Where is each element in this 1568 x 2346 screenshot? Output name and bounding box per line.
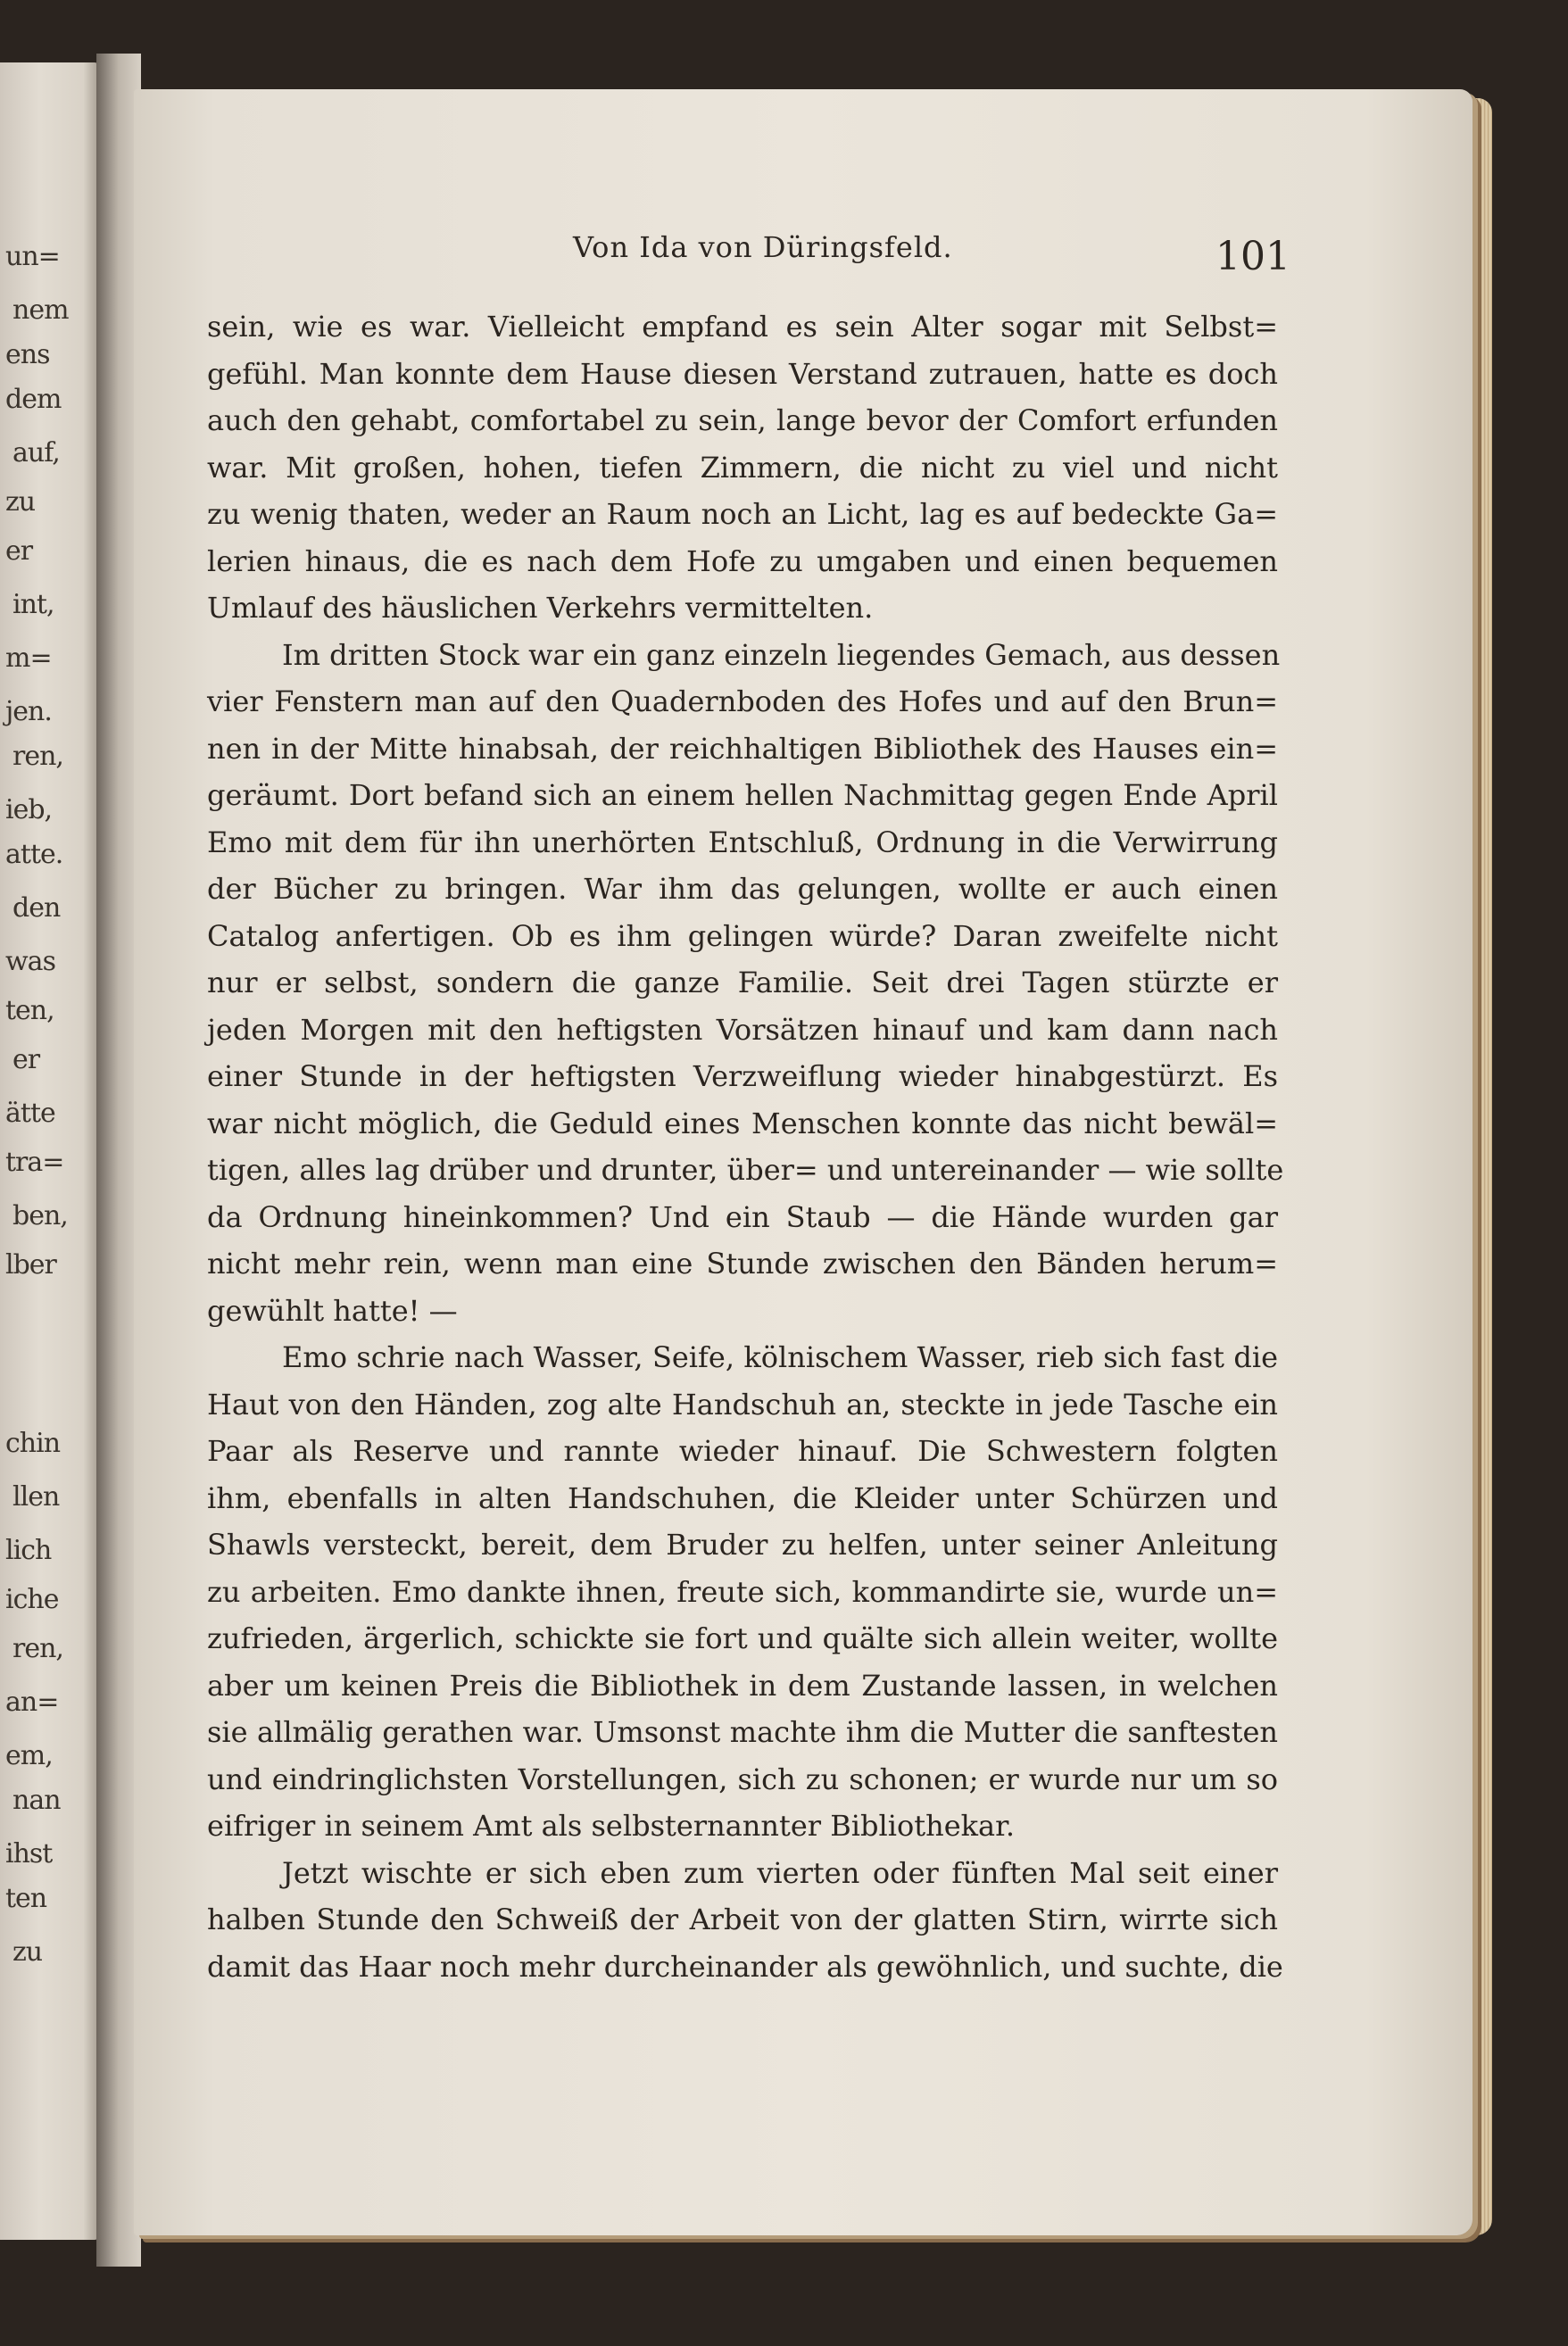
text-line: da Ordnung hineinkommen? Und ein Staub — die Hände wurden gar <box>207 1199 1278 1234</box>
text-line: auch den gehabt, comfortabel zu sein, lange bevor der Comfort erfunden <box>207 403 1278 437</box>
text-line: geräumt. Dort befand sich an einem hellen Nachmittag gegen Ende April <box>207 778 1278 812</box>
text-line: einer Stunde in der heftigsten Verzweiflung wieder hinabgestürzt. Es <box>207 1059 1278 1093</box>
text-line: nen in der Mitte hinabsah, der reichhaltigen Bibliothek des Hauses ein= <box>207 731 1278 766</box>
left-page-fragment: nan <box>12 1785 61 1816</box>
left-page-fragment: ten <box>5 1883 47 1914</box>
text-line: Shawls versteckt, bereit, dem Bruder zu helfen, unter seiner Anleitung <box>207 1528 1278 1562</box>
text-line: aber um keinen Preis die Bibliothek in dem Zustande lassen, in welchen <box>207 1668 1278 1703</box>
text-line: zu arbeiten. Emo dankte ihnen, freute sich, kommandirte sie, wurde un= <box>207 1574 1278 1609</box>
text-line: Emo mit dem für ihn unerhörten Entschluß, Ordnung in die Verwirrung <box>207 825 1278 859</box>
text-line: Im dritten Stock war ein ganz einzeln liegendes Gemach, aus dessen <box>282 637 1281 672</box>
text-line: damit das Haar noch mehr durcheinander als gewöhnlich, und suchte, die <box>207 1949 1283 1984</box>
left-page-fragment: ren, <box>12 741 63 772</box>
text-line: eifriger in seinem Amt als selbsternannter Bibliothekar. <box>207 1809 1016 1843</box>
running-head: Von Ida von Düringsfeld. <box>573 230 953 264</box>
left-page-fragment: er <box>12 1044 40 1075</box>
left-page-fragment: ens <box>5 339 50 370</box>
left-page-fragment: den <box>12 892 61 924</box>
text-line: Emo schrie nach Wasser, Seife, kölnischem Wasser, rieb sich fast die <box>282 1340 1278 1374</box>
text-line: war. Mit großen, hohen, tiefen Zimmern, die nicht zu viel und nicht <box>207 450 1278 485</box>
text-line: Catalog anfertigen. Ob es ihm gelingen würde? Daran zweifelte nicht <box>207 918 1278 953</box>
left-page-fragment: ätte <box>5 1098 55 1129</box>
text-line: war nicht möglich, die Geduld eines Menschen konnte das nicht bewäl= <box>207 1106 1278 1140</box>
text-line: ihm, ebenfalls in alten Handschuhen, die Kleider unter Schürzen und <box>207 1480 1278 1515</box>
left-page-fragment: atte. <box>5 839 63 870</box>
left-page-fragment: zu <box>12 1936 43 1968</box>
left-page-fragment: llen <box>12 1481 60 1513</box>
left-page-fragment: un= <box>5 241 60 272</box>
left-page-fragment: ren, <box>12 1633 63 1664</box>
text-line: zufrieden, ärgerlich, schickte sie fort und quälte sich allein weiter, wollte <box>207 1621 1278 1655</box>
text-line: jeden Morgen mit den heftigsten Vorsätzen hinauf und kam dann nach <box>207 1012 1278 1047</box>
text-line: sein, wie es war. Vielleicht empfand es sein Alter sogar mit Selbst= <box>207 310 1278 344</box>
left-page-fragment: jen. <box>5 696 52 727</box>
left-page-fragment: m= <box>5 642 52 674</box>
text-line: Haut von den Händen, zog alte Handschuh an, steckte in jede Tasche ein <box>207 1387 1278 1422</box>
previous-page-edge <box>0 62 98 2240</box>
text-line: gefühl. Man konnte dem Hause diesen Verstand zutrauen, hatte es doch <box>207 356 1278 391</box>
left-page-fragment: ieb, <box>5 794 53 825</box>
text-line: nicht mehr rein, wenn man eine Stunde zwischen den Bänden herum= <box>207 1247 1278 1281</box>
left-page-fragment: int, <box>12 589 54 620</box>
left-page-fragment: iche <box>5 1584 59 1615</box>
text-line: sie allmälig gerathen war. Umsonst machte ihm die Mutter die sanftesten <box>207 1715 1278 1749</box>
text-line: Jetzt wischte er sich eben zum vierten oder fünften Mal seit einer <box>282 1855 1278 1890</box>
left-page-fragment: zu <box>5 486 36 518</box>
left-page-fragment: ten, <box>5 995 54 1026</box>
left-page-fragment: lber <box>5 1249 56 1281</box>
left-page-fragment: chin <box>5 1428 61 1459</box>
text-line: vier Fenstern man auf den Quadernboden des Hofes und auf den Brun= <box>207 684 1278 718</box>
body-text <box>207 303 1284 1990</box>
text-line: und eindringlichsten Vorstellungen, sich zu schonen; er wurde nur um so <box>207 1762 1278 1796</box>
text-line: der Bücher zu bringen. War ihm das gelungen, wollte er auch einen <box>207 872 1278 906</box>
left-page-fragment: em, <box>5 1740 53 1771</box>
left-page-fragment: tra= <box>5 1147 64 1178</box>
text-line: Umlauf des häuslichen Verkehrs vermittelten. <box>207 591 874 625</box>
text-line: Paar als Reserve und rannte wieder hinauf. Die Schwestern folgten <box>207 1434 1278 1468</box>
text-line: halben Stunde den Schweiß der Arbeit von der glatten Stirn, wirrte sich <box>207 1902 1278 1936</box>
left-page-fragment: dem <box>5 384 62 415</box>
text-line: lerien hinaus, die es nach dem Hofe zu umgaben und einen bequemen <box>207 543 1278 578</box>
text-line: nur er selbst, sondern die ganze Familie. Seit drei Tagen stürzte er <box>207 966 1278 999</box>
left-page-fragment: lich <box>5 1535 52 1566</box>
page-number: 101 <box>1215 234 1290 279</box>
text-line: tigen, alles lag drüber und drunter, über= und untereinander — wie sollte <box>207 1153 1284 1187</box>
left-page-fragment: nem <box>12 294 69 326</box>
text-line: zu wenig thaten, weder an Raum noch an Licht, lag es auf bedeckte Ga= <box>207 497 1278 531</box>
left-page-fragment: was <box>5 946 55 977</box>
left-page-fragment: ihst <box>5 1838 53 1869</box>
left-page-fragment: an= <box>5 1687 59 1718</box>
left-page-fragment: ben, <box>12 1200 68 1231</box>
text-line: gewühlt hatte! — <box>207 1293 458 1328</box>
left-page-fragment: er <box>5 535 33 567</box>
left-page-fragment: auf, <box>12 437 60 468</box>
